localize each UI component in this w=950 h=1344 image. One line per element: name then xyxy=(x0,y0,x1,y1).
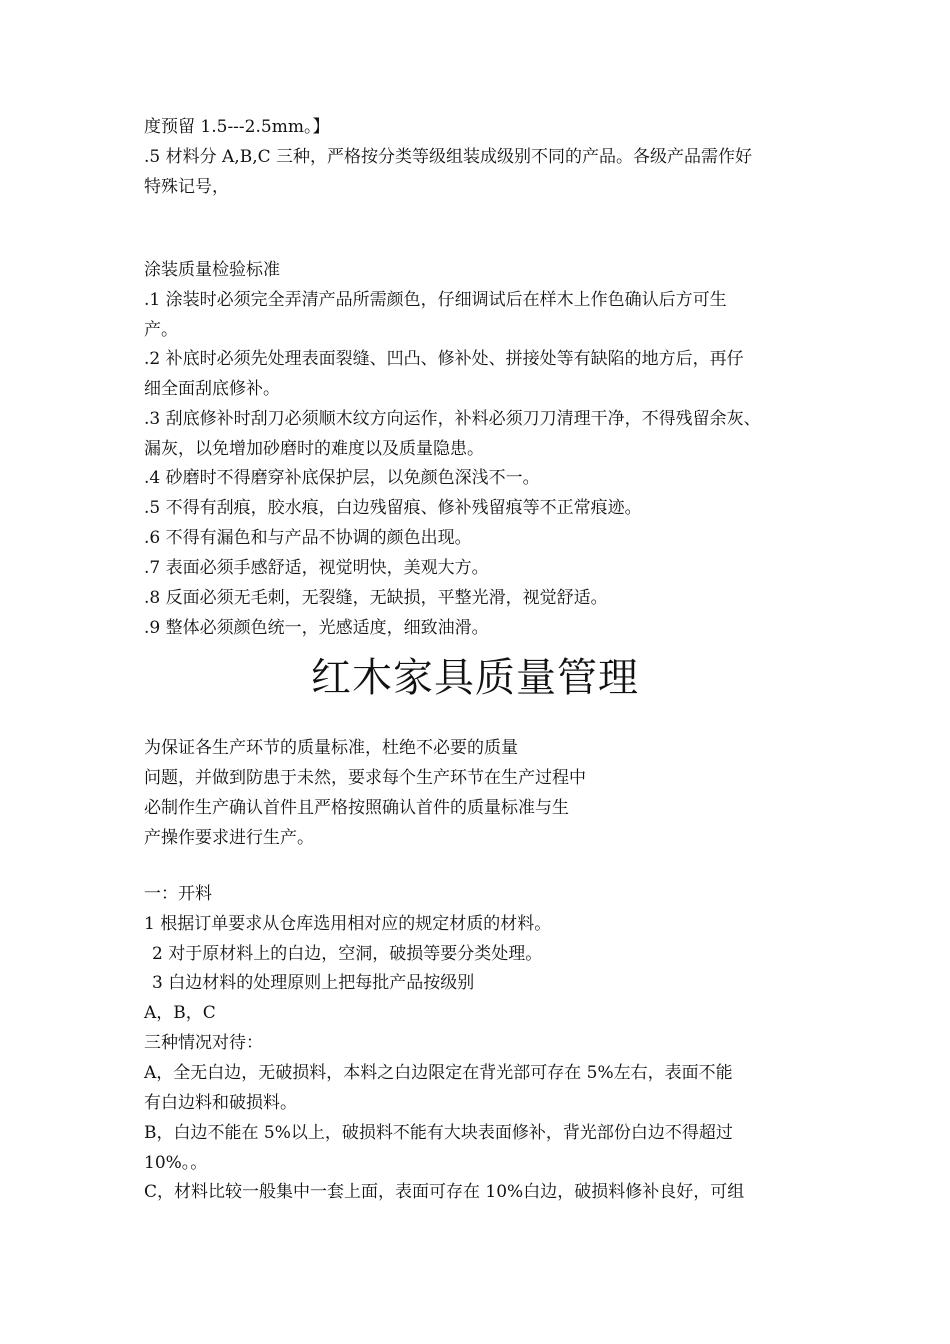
text-line: 为保证各生产环节的质量标准，杜绝不必要的质量 xyxy=(144,738,518,758)
text-line: .4 砂磨时不得磨穿补底保护层，以免颜色深浅不一。 xyxy=(144,468,540,488)
text-line: 细全面刮底修补。 xyxy=(144,379,280,399)
text-line: B，白边不能在 5%以上，破损料不能有大块表面修补，背光部份白边不得超过 xyxy=(144,1123,733,1143)
text-line: .9 整体必须颜色统一，光感适度，细致油滑。 xyxy=(144,618,489,638)
text-line: .8 反面必须无毛刺，无裂缝，无缺损，平整光滑，视觉舒适。 xyxy=(144,588,608,608)
text-line: 2 对于原材料上的白边，空洞，破损等要分类处理。 xyxy=(152,944,543,964)
text-line: 问题，并做到防患于未然，要求每个生产环节在生产过程中 xyxy=(144,768,586,788)
text-line: .3 刮底修补时刮刀必须顺木纹方向运作，补料必须刀刀清理干净，不得残留余灰、 xyxy=(144,409,761,429)
text-line: .5 材料分 A,B,C 三种，严格按分类等级组装成级别不同的产品。各级产品需作好 xyxy=(144,147,753,167)
text-line: 漏灰，以免增加砂磨时的难度以及质量隐患。 xyxy=(144,439,484,459)
text-line: .2 补底时必须先处理表面裂缝、凹凸、修补处、拼接处等有缺陷的地方后，再仔 xyxy=(144,349,744,369)
text-line: .1 涂装时必须完全弄清产品所需颜色，仔细调试后在样木上作色确认后方可生 xyxy=(144,290,727,310)
text-line: 产。 xyxy=(144,320,178,340)
text-line: 特殊记号， xyxy=(144,177,229,197)
text-line: 产操作要求进行生产。 xyxy=(144,828,314,848)
text-line: 度预留 1.5---2.5mm。】 xyxy=(144,117,330,137)
text-line: C，材料比较一般集中一套上面，表面可存在 10%白边，破损料修补良好，可组 xyxy=(144,1182,745,1202)
section-heading: 涂装质量检验标准 xyxy=(144,260,280,280)
text-line: 10%。。 xyxy=(144,1153,208,1173)
text-line: 3 白边材料的处理原则上把每批产品按级别 xyxy=(152,973,475,993)
text-line: A，全无白边，无破损料，本料之白边限定在背光部可存在 5%左右，表面不能 xyxy=(144,1063,733,1083)
text-line: 1 根据订单要求从仓库选用相对应的规定材质的材料。 xyxy=(144,914,552,934)
text-line: 三种情况对待： xyxy=(144,1033,263,1053)
text-line: .7 表面必须手感舒适，视觉明快，美观大方。 xyxy=(144,558,489,578)
text-line: .5 不得有刮痕，胶水痕，白边残留痕、修补残留痕等不正常痕迹。 xyxy=(144,498,642,518)
text-line: 有白边料和破损料。 xyxy=(144,1093,297,1113)
text-line: A，B，C xyxy=(144,1003,216,1023)
page-title: 红木家具质量管理 xyxy=(311,655,639,701)
text-line: .6 不得有漏色和与产品不协调的颜色出现。 xyxy=(144,528,472,548)
section-heading: 一：开料 xyxy=(144,884,212,904)
text-line: 必制作生产确认首件且严格按照确认首件的质量标准与生 xyxy=(144,798,569,818)
